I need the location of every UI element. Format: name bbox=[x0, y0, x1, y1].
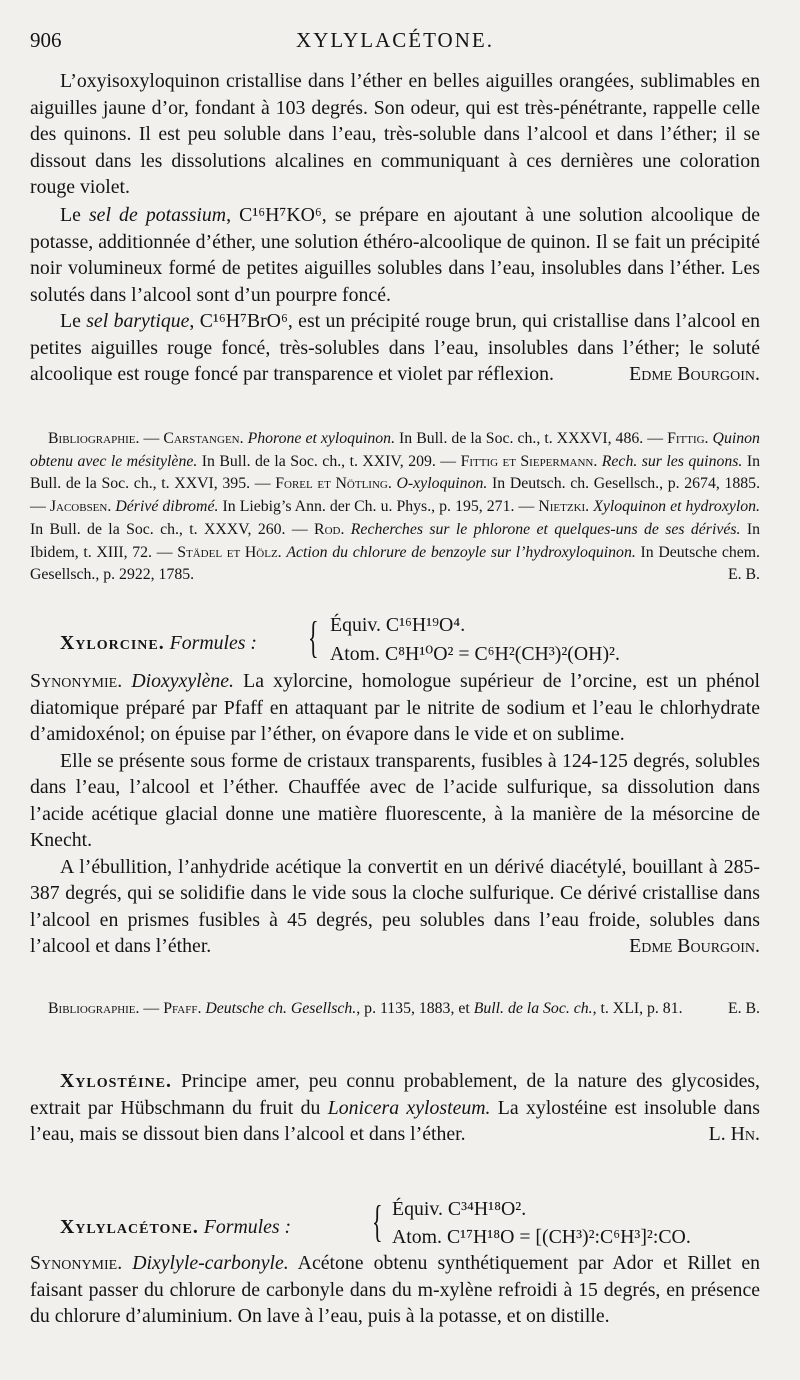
term-sel-potassium: sel de potassium bbox=[88, 204, 227, 226]
paragraph-sel-barytique: Le sel barytique, C¹⁶H⁷BrO⁶, est un précipité rouge brun, qui cristallise dans l’alcool en petites aiguilles rouge foncé, très-solubles dans l’eau, insolubles dans l’éther; le soluté alcoolique est rouge foncé par transparence et violet par réflexion. Edme Bourgoin. bbox=[30, 308, 760, 388]
term-sel-barytique: sel barytique bbox=[86, 310, 190, 332]
bibliography-xyloquinon: Bibliographie. — Carstangen. Phorone et xyloquinon. In Bull. de la Soc. ch., t. XXXVI, 486. — Fittig. Quinon obtenu avec le mésitylène. In Bull. de la Soc. ch., t. XXIV, 209. — Fittig et Siepermann. Rech. sur les quinons. In Bull. de la Soc. ch., t. XXVI, 395. — Forel et Nötling. O-xyloquinon. In Deutsch. ch. Gesellsch., p. 2674, 1885. — Jacobsen. Dérivé dibromé. In Liebig’s Ann. der Ch. u. Phys., p. 195, 271. — Nietzki. Xyloquinon et hydroxylon. In Bull. de la Soc. ch., t. XXXV, 260. — Rod. Recherches sur le phlorone et quelques-uns de ses dérivés. In Ibidem, t. XIII, 72. — Städel et Hölz. Action du chlorure de benzoyle sur l’hydroxyloquinon. In Deutsche chem. Gesellsch., p. 2922, 1785. E. B. bbox=[30, 428, 760, 587]
synonym: Dixylyle-carbonyle. bbox=[132, 1252, 289, 1274]
paragraph-xylorcine: Synonymie. Dioxyxylène. La xylorcine, homologue supérieur de l’orcine, est un phénol diatomique préparé par Pfaff en attaquant par le nitrite de sodium et l’eau le chlorhydrate d’amidoxénol; on épuise par l’éther, on évapore dans le vide et on sublime. Elle se présente sous forme de cristaux transparents, fusibles à 124-125 degrés, solubles dans l’eau, l’alcool et l’éther. Chauffée avec de l’acide sulfurique, sa dissolution dans l’acide acétique glacial donne une matière fluorescente, à la manière de la mésorcine de Knecht. A l’ébullition, l’anhydride acétique la convertit en un dérivé diacétylé, bouillant à 285-387 degrés, qui se solidifie dans le vide sous la cloche sulfurique. Ce dérivé cristallise dans l’alcool en prismes fusibles à 45 degrés, peu solubles dans l’eau froide, solubles dans l’alcool et dans l’éther. Edme Bourgoin. bbox=[30, 668, 760, 960]
brace: { bbox=[308, 613, 319, 662]
signature: Edme Bourgoin. bbox=[629, 363, 760, 385]
brace: { bbox=[372, 1197, 383, 1246]
bibliography-label: Bibliographie. bbox=[48, 430, 140, 447]
page-header bbox=[30, 28, 760, 58]
bibliography-xylorcine: Bibliographie. — Pfaff. Deutsche ch. Gesellsch., p. 1135, 1883, et Bull. de la Soc. ch., t. XLI, p. 81. E. B. bbox=[30, 998, 760, 1021]
formula-barytique: C¹⁶H⁷BrO⁶ bbox=[199, 310, 288, 332]
paragraph-xylylacetone: Synonymie. Dixylyle-carbonyle. Acétone obtenu synthétiquement par Ador et Rillet en faisant passer du chlorure de carbonyle dans du m-xylène refroidi à 15 degrés, en présence du chlorure d’aluminium. On lave à l’eau, puis à la potasse, et on distille. bbox=[30, 1252, 761, 1327]
synonym: Dioxyxylène. bbox=[131, 670, 234, 692]
running-title: XYLYLACÉTONE. bbox=[296, 28, 494, 52]
signature: Edme Bourgoin. bbox=[629, 935, 760, 957]
signature: E. B. bbox=[727, 1000, 760, 1017]
paragraph-xylosteine: Xylostéine. Principe amer, peu connu probablement, de la nature des glycosides, extrait par Hübschmann du fruit du Lonicera xylosteum. La xylostéine est insoluble dans l’eau, mais se dissout bien dans l’alcool et dans l’éther. L. Hn. bbox=[30, 1068, 760, 1148]
paragraph-sel-potassium: Le sel de potassium, C¹⁶H⁷KO⁶, se prépare en ajoutant à une solution alcoolique de potasse, additionnée d’éther, une solution éthéro-alcoolique de quinon. Il se fait un précipité noir volumineux formé de petites aiguilles solubles dans l’eau, insolubles dans l’éther. Les solutés dans l’alcool sont d’un pourpre foncé. bbox=[30, 204, 761, 306]
signature: L. Hn. bbox=[708, 1123, 760, 1145]
page-number: 906 bbox=[30, 28, 62, 52]
entry-heading-xylorcine: Xylorcine. bbox=[60, 632, 165, 654]
entry-heading-xylosteine: Xylostéine. bbox=[60, 1070, 172, 1092]
formula-potassium: C¹⁶H⁷KO⁶ bbox=[239, 204, 322, 226]
signature: E. B. bbox=[727, 566, 760, 584]
entry-heading-xylylacetone: Xylylacétone. bbox=[60, 1216, 199, 1238]
paragraph-oxyisoxyloquinon: L’oxyisoxyloquinon cristallise dans l’éther en belles aiguilles orangées, sublimables en aiguilles jaune d’or, fondant à 103 degrés. Son odeur, qui est très-pénétrante, rappelle celle des quinons. Il est peu soluble dans l’eau, très-soluble dans l’alcool et dans l’éther; il se dissout dans les dissolutions alcalines en communiquant à ces dernières une coloration rouge violet. bbox=[30, 70, 760, 198]
formula-block-xylylacetone: Xylylacétone. Formules : { Équiv. C³⁴H¹⁸O². Atom. C¹⁷H¹⁸O = [(CH³)²:C⁶H³]²:CO. bbox=[60, 1197, 691, 1248]
formula-block-xylorcine: Xylorcine. Formules : { Équiv. C¹⁶H¹⁹O⁴. Atom. C⁸H¹⁰O² = C⁶H²(CH³)²(OH)². bbox=[60, 613, 620, 665]
